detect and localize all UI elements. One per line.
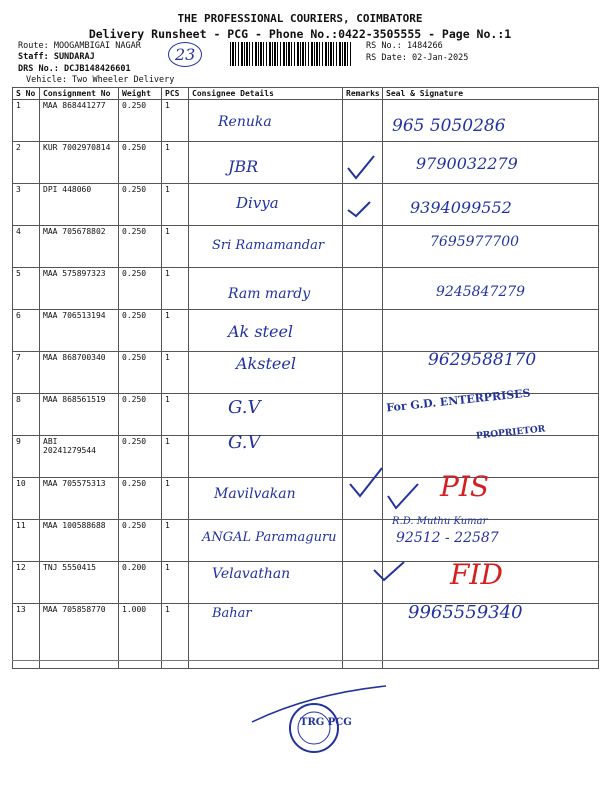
cell-sno: 11 [13, 520, 40, 562]
handwritten-name: Velavathan [212, 566, 291, 582]
table-row [13, 310, 599, 352]
cell-weight: 0.250 [119, 436, 162, 478]
table-header [13, 88, 599, 100]
cell-weight: 0.250 [119, 268, 162, 310]
cell-weight: 0.250 [119, 310, 162, 352]
cell-consignment: MAA 100588688 [40, 520, 119, 562]
handwritten-name: Bahar [212, 606, 252, 621]
rs-date-label: RS Date: 02-Jan-2025 [366, 53, 469, 63]
handwritten-phone: 92512 - 22587 [396, 530, 499, 546]
cell-remarks [343, 268, 383, 310]
cell-weight: 0.250 [119, 478, 162, 520]
cell-consignment: MAA 706513194 [40, 310, 119, 352]
cell-weight: 0.250 [119, 394, 162, 436]
table-row [13, 478, 599, 520]
cell-pcs: 1 [162, 394, 189, 436]
cell-pcs: 1 [162, 100, 189, 142]
handwritten-phone: 9965559340 [408, 602, 523, 623]
handwritten-name: Sri Ramamandar [212, 238, 325, 253]
cell-consignment: MAA 705575313 [40, 478, 119, 520]
cell-pcs: 1 [162, 520, 189, 562]
tick-mark-icon [370, 556, 410, 586]
cell-pcs: 1 [162, 562, 189, 604]
cell-pcs: 1 [162, 142, 189, 184]
runsheet-table [12, 87, 599, 669]
cell-pcs: 1 [162, 310, 189, 352]
handwritten-name: JBR [228, 157, 259, 176]
cell-sno: 4 [13, 226, 40, 268]
cell-weight: 0.250 [119, 100, 162, 142]
barcode [230, 42, 352, 66]
col-sno: S No [13, 88, 40, 100]
handwritten-phone: 7695977700 [430, 234, 520, 250]
signature-line-icon [250, 684, 390, 724]
cell-consignment: DPI 448060 [40, 184, 119, 226]
cell-remarks [343, 226, 383, 268]
cell-remarks [343, 100, 383, 142]
handwritten-sign: R.D. Muthu Kumar [392, 516, 488, 527]
handwritten-phone: 9629588170 [428, 350, 537, 370]
tick-mark-icon [344, 464, 388, 504]
cell-seal [383, 310, 599, 352]
red-mark: FID [450, 558, 503, 591]
cell-pcs: 1 [162, 604, 189, 669]
cell-sno: 7 [13, 352, 40, 394]
bottom-rule [12, 660, 598, 661]
table-row [13, 562, 599, 604]
cell-weight: 1.000 [119, 604, 162, 669]
handwritten-name: G.V [228, 397, 261, 418]
cell-weight: 0.250 [119, 226, 162, 268]
cell-consignment: MAA 868561519 [40, 394, 119, 436]
cell-weight: 0.200 [119, 562, 162, 604]
cell-consignment: KUR 7002970814 [40, 142, 119, 184]
col-pcs: PCS [162, 88, 189, 100]
stamp-proprietor: PROPRIETOR [475, 424, 546, 442]
stamp-company: For G.D. ENTERPRISES [385, 386, 532, 415]
drs-label: DRS No.: DCJB148426601 [18, 64, 131, 74]
route-label: Route: MOOGAMBIGAI NAGAR [18, 41, 141, 51]
cell-consignment: MAA 575897323 [40, 268, 119, 310]
cell-pcs: 1 [162, 352, 189, 394]
cell-consignment: MAA 868700340 [40, 352, 119, 394]
col-seal: Seal & Signature [383, 88, 599, 100]
handwritten-name: Divya [236, 194, 279, 212]
cell-consignment: MAA 705858770 [40, 604, 119, 669]
runsheet-title: Delivery Runsheet - PCG - Phone No.:0422-3505555 - Page No.:1 [88, 27, 512, 41]
tick-mark-icon [384, 480, 424, 514]
cell-sno: 3 [13, 184, 40, 226]
col-remarks: Remarks [343, 88, 383, 100]
cell-sno: 12 [13, 562, 40, 604]
cell-weight: 0.250 [119, 352, 162, 394]
handwritten-phone: 9245847279 [436, 284, 526, 300]
cell-weight: 0.250 [119, 142, 162, 184]
handwritten-name: Mavilvakan [214, 486, 296, 502]
tick-mark-icon [340, 150, 380, 190]
staff-label: Staff: SUNDARAJ [18, 52, 95, 62]
cell-pcs: 1 [162, 268, 189, 310]
cell-remarks [343, 394, 383, 436]
seal-text: TRG PCG [300, 717, 352, 728]
col-consignee: Consignee Details [189, 88, 343, 100]
cell-sno: 13 [13, 604, 40, 669]
table-row [13, 100, 599, 142]
cell-pcs: 1 [162, 184, 189, 226]
handwritten-count: 23 [168, 42, 202, 67]
handwritten-name: Ram mardy [228, 286, 311, 302]
company-name: THE PROFESSIONAL COURIERS, COIMBATORE [177, 12, 423, 25]
cell-remarks [343, 310, 383, 352]
cell-consignment: MAA 868441277 [40, 100, 119, 142]
handwritten-name: Renuka [218, 114, 272, 130]
handwritten-phone: 9394099552 [410, 198, 512, 217]
cell-sno: 2 [13, 142, 40, 184]
cell-sno: 8 [13, 394, 40, 436]
cell-consignment: TNJ 5550415 [40, 562, 119, 604]
handwritten-name: Aksteel [236, 354, 296, 373]
col-weight: Weight [119, 88, 162, 100]
cell-consignment: MAA 705678802 [40, 226, 119, 268]
vehicle-label: Vehicle: Two Wheeler Delivery [26, 75, 175, 85]
col-consignment: Consignment No [40, 88, 119, 100]
handwritten-name: Ak steel [228, 322, 294, 341]
cell-sno: 10 [13, 478, 40, 520]
cell-pcs: 1 [162, 478, 189, 520]
cell-consignee [189, 142, 343, 184]
cell-sno: 5 [13, 268, 40, 310]
handwritten-phone: 9790032279 [416, 154, 518, 173]
cell-consignee [189, 436, 343, 478]
handwritten-name: G.V [228, 432, 261, 453]
cell-seal [383, 436, 599, 478]
tick-mark-icon [344, 200, 374, 220]
cell-weight: 0.250 [119, 520, 162, 562]
cell-remarks [343, 352, 383, 394]
handwritten-phone: 965 5050286 [392, 116, 506, 136]
rs-no-label: RS No.: 1484266 [366, 41, 443, 51]
handwritten-name: ANGAL Paramaguru [202, 530, 337, 545]
cell-pcs: 1 [162, 436, 189, 478]
cell-remarks [343, 604, 383, 669]
table-row [13, 436, 599, 478]
cell-sno: 1 [13, 100, 40, 142]
cell-sno: 6 [13, 310, 40, 352]
cell-consignee [189, 394, 343, 436]
cell-sno: 9 [13, 436, 40, 478]
cell-weight: 0.250 [119, 184, 162, 226]
cell-pcs: 1 [162, 226, 189, 268]
cell-consignment: ABI 20241279544 [40, 436, 119, 478]
red-mark: PIS [440, 470, 490, 503]
